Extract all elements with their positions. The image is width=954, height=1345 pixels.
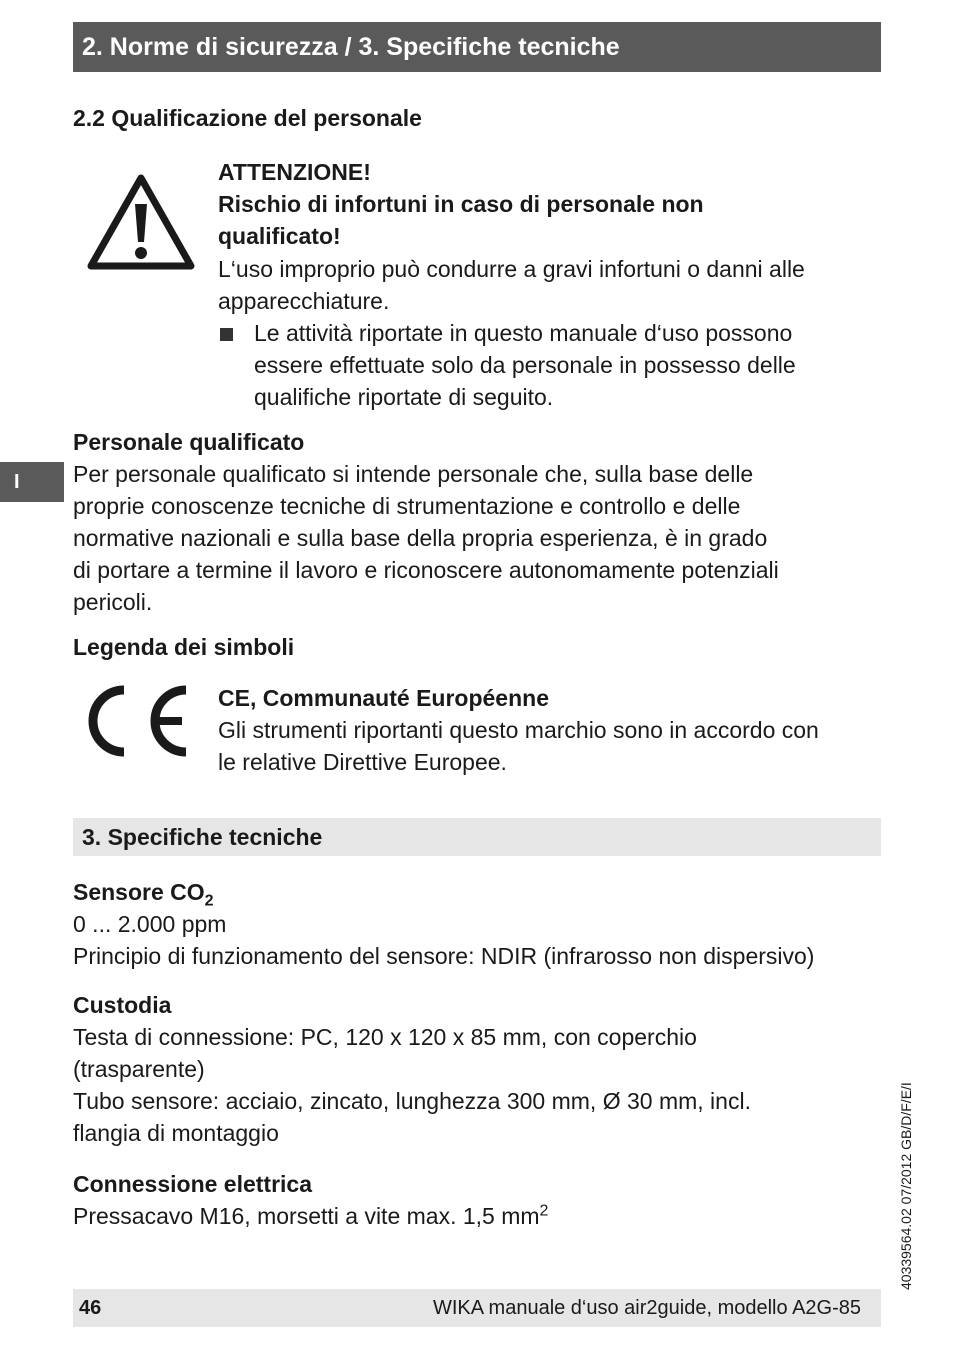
housing-line2: (trasparente) [73, 1056, 205, 1082]
qualified-heading: Personale qualificato [73, 429, 305, 455]
housing-line1: Testa di connessione: PC, 120 x 120 x 85 mm, con coperchio [73, 1024, 697, 1050]
electrical-heading: Connessione elettrica [73, 1171, 313, 1197]
housing-line3: Tubo sensore: acciaio, zincato, lunghezza 300 mm, Ø 30 mm, incl. [73, 1088, 751, 1114]
ce-mark-icon [84, 682, 190, 760]
qualified-line: normative nazionali e sulla base della propria esperienza, è in grado [73, 525, 768, 551]
warning-body-line2: apparecchiature. [218, 288, 390, 314]
ce-line2: le relative Direttive Europee. [218, 749, 507, 775]
warning-bullet-line2: essere effettuate solo da personale in possesso delle [254, 352, 796, 378]
footer-text: WIKA manuale d‘uso air2guide, modello A2G-85 [432, 1297, 861, 1319]
housing-heading: Custodia [73, 992, 172, 1018]
document-code: 40339564.02 07/2012 GB/D/F/E/I [898, 1082, 914, 1290]
sensor-principle: Principio di funzionamento del sensore: NDIR (infrarosso non dispersivo) [73, 943, 815, 969]
sensor-heading: Sensore $CO_2$ [73, 879, 214, 910]
qualified-line: di portare a termine il lavoro e riconoscere autonomamente potenziali [73, 557, 779, 583]
section-heading-2-2: 2.2 Qualificazione del personale [73, 105, 422, 131]
warning-bullet-line1: Le attività riportate in questo manuale d‘uso possono [254, 320, 793, 346]
symbols-heading: Legenda dei simboli [73, 634, 295, 660]
page-header: 2. Norme di sicurezza / 3. Specifiche tecniche [73, 22, 881, 72]
qualified-line: proprie conoscenze tecniche di strumentazione e controllo e delle [73, 493, 741, 519]
warning-subtitle-line1: Rischio di infortuni in caso di personale non [218, 191, 704, 217]
qualified-line: pericoli. [73, 589, 153, 615]
bullet-square-icon [220, 328, 233, 341]
section-heading-3: 3. Specifiche tecniche [73, 818, 881, 856]
sensor-range: 0 ... 2.000 ppm [73, 911, 227, 937]
page-number: 46 [79, 1297, 102, 1319]
warning-bullet-line3: qualifiche riportate di seguito. [254, 384, 554, 410]
ce-title: CE, Communauté Européenne [218, 685, 549, 711]
page-footer [73, 1289, 881, 1327]
language-tab: I [0, 462, 64, 502]
warning-subtitle-line2: qualificato! [218, 223, 341, 249]
qualified-line: Per personale qualificato si intende personale che, sulla base delle [73, 461, 754, 487]
warning-triangle-icon [86, 172, 196, 272]
electrical-line1: Pressacavo M16, morsetti a vite max. 1,5 $mm^2$ [73, 1202, 549, 1229]
ce-line1: Gli strumenti riportanti questo marchio sono in accordo con [218, 717, 819, 743]
housing-line4: flangia di montaggio [73, 1120, 279, 1146]
warning-body-line1: L‘uso improprio può condurre a gravi infortuni o danni alle [218, 256, 805, 282]
warning-title: ATTENZIONE! [218, 159, 371, 185]
